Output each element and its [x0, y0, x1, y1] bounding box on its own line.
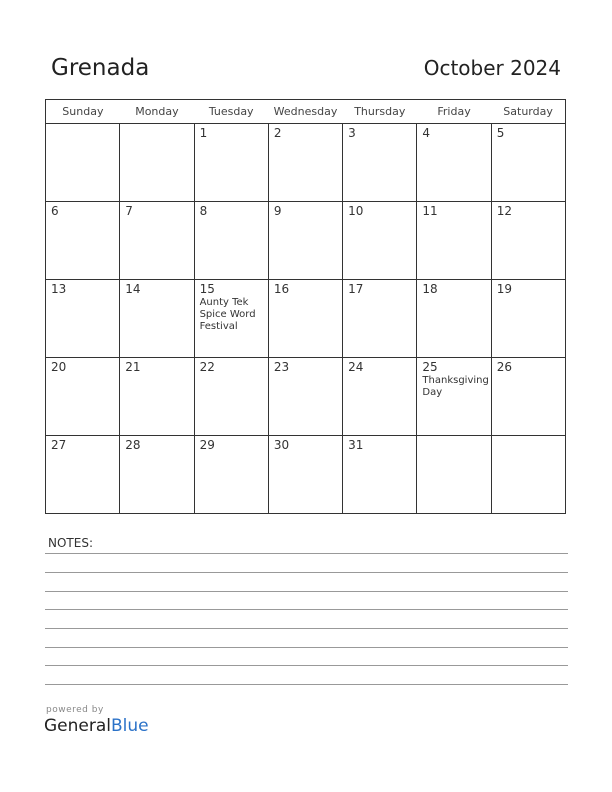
day-number: 14 — [125, 282, 141, 296]
day-cell — [268, 358, 342, 436]
day-cell — [46, 436, 120, 514]
day-cell — [417, 358, 491, 436]
holiday-event: Thanksgiving Day — [422, 375, 489, 398]
day-cell — [268, 436, 342, 514]
day-cell — [46, 124, 120, 202]
week-row — [46, 280, 566, 358]
brand-general: General — [44, 716, 111, 736]
day-number: 2 — [273, 126, 282, 140]
day-cell — [491, 358, 565, 436]
week-row — [46, 202, 566, 280]
weekday-saturday: Saturday — [491, 100, 565, 124]
day-number — [492, 436, 565, 438]
day-cell — [46, 358, 120, 436]
day-cell — [417, 124, 491, 202]
day-cell — [417, 280, 491, 358]
country-title: Grenada — [51, 55, 150, 81]
day-number: 30 — [273, 438, 290, 452]
notes-line — [45, 591, 568, 592]
notes-label: NOTES: — [48, 536, 93, 550]
weekday-header-row — [46, 100, 566, 124]
holiday-event: Aunty Tek Spice Word Festival — [199, 297, 256, 332]
weekday-thursday: Thursday — [343, 100, 417, 124]
day-number: 12 — [496, 204, 512, 218]
weekday-sunday: Sunday — [46, 100, 120, 124]
day-cell — [194, 358, 268, 436]
day-number — [417, 436, 490, 438]
day-number: 17 — [348, 282, 364, 296]
day-number: 15 — [199, 282, 215, 296]
day-number: 5 — [496, 126, 505, 140]
day-cell — [194, 202, 268, 280]
day-cell — [417, 202, 491, 280]
weekday-monday: Monday — [120, 100, 194, 124]
day-number: 23 — [273, 360, 290, 374]
day-cell — [194, 436, 268, 514]
day-cell — [343, 202, 417, 280]
day-cell — [343, 358, 417, 436]
day-number: 1 — [199, 126, 208, 140]
day-cell — [120, 436, 194, 514]
day-cell — [120, 280, 194, 358]
week-row — [46, 436, 566, 514]
day-number: 19 — [496, 282, 512, 296]
notes-line — [45, 572, 568, 573]
day-cell — [491, 202, 565, 280]
brand-logo — [44, 716, 149, 736]
day-cell — [194, 280, 268, 358]
day-number: 3 — [348, 126, 356, 140]
notes-line — [45, 609, 568, 610]
brand-blue: Blue — [111, 716, 149, 736]
notes-line — [45, 647, 568, 648]
day-number: 8 — [199, 204, 208, 218]
week-row — [46, 358, 566, 436]
day-number: 18 — [422, 282, 438, 296]
day-number: 4 — [422, 126, 431, 140]
day-number: 6 — [51, 204, 59, 218]
day-cell — [491, 280, 565, 358]
day-number: 16 — [273, 282, 290, 296]
day-cell — [491, 124, 565, 202]
day-cell — [417, 436, 491, 514]
month-title: October 2024 — [423, 56, 561, 80]
day-cell — [268, 280, 342, 358]
notes-line — [45, 628, 568, 629]
weekday-friday: Friday — [417, 100, 491, 124]
day-cell — [268, 124, 342, 202]
day-number — [46, 124, 119, 126]
powered-by-text: powered by — [46, 705, 104, 715]
week-row — [46, 124, 566, 202]
day-cell — [46, 202, 120, 280]
day-number: 22 — [199, 360, 215, 374]
day-cell — [46, 280, 120, 358]
day-cell — [194, 124, 268, 202]
day-number — [120, 124, 193, 126]
day-number: 20 — [51, 360, 67, 374]
calendar-grid — [45, 99, 566, 514]
day-cell — [120, 202, 194, 280]
day-cell — [343, 124, 417, 202]
day-cell — [343, 280, 417, 358]
day-cell — [120, 358, 194, 436]
day-number: 27 — [51, 438, 67, 452]
day-cell — [343, 436, 417, 514]
day-cell — [120, 124, 194, 202]
notes-line — [45, 553, 568, 554]
day-number: 28 — [125, 438, 141, 452]
day-number: 11 — [422, 204, 438, 218]
day-number: 26 — [496, 360, 512, 374]
day-number: 21 — [125, 360, 141, 374]
day-number: 25 — [422, 360, 438, 374]
day-number: 9 — [273, 204, 282, 218]
day-number: 7 — [125, 204, 133, 218]
day-number: 24 — [348, 360, 364, 374]
day-cell — [268, 202, 342, 280]
weekday-wednesday: Wednesday — [268, 100, 342, 124]
notes-line — [45, 684, 568, 685]
weekday-tuesday: Tuesday — [194, 100, 268, 124]
day-number: 13 — [51, 282, 67, 296]
day-number: 31 — [348, 438, 364, 452]
notes-line — [45, 665, 568, 666]
day-number: 10 — [348, 204, 364, 218]
day-number: 29 — [199, 438, 215, 452]
day-cell — [491, 436, 565, 514]
